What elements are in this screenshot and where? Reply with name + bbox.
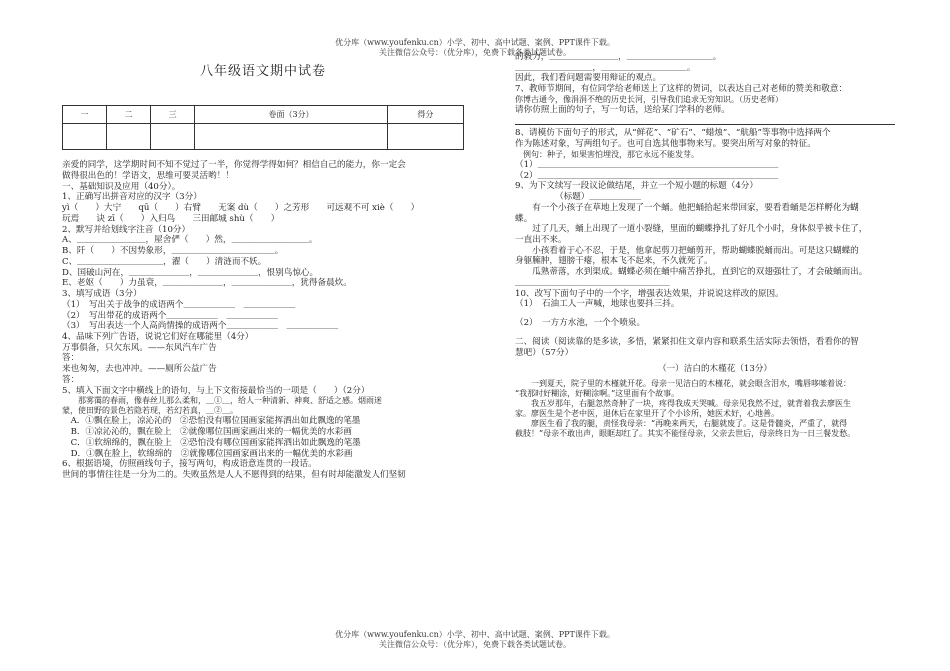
passage-line: 过了几天，蛹上出现了一道小裂缝，里面的蝴蝶挣扎了好几个小时，身体似乎被卡住了，	[515, 224, 868, 235]
passage-line: “我那时好糊涂，好糊涂啊。”这里面有个故事。	[515, 389, 680, 399]
question-line: 玩焉 诀 zī（ ）入归鸟 三田邮城 shù（ ）	[62, 213, 280, 224]
passage-line: 蒙，使田野的景色若隐若现，若幻若真，＿②＿。	[62, 406, 238, 416]
question-line: 来也匆匆，去也冲冲。——厕所公益广告	[62, 364, 217, 375]
answer-label: 答：	[62, 353, 80, 364]
intro-line: 亲爱的同学，这学期时间不知不觉过了一半，你觉得学得如何？相信自己的能力，你一定会	[62, 160, 406, 171]
question-line: 1、正确写出拼音对应的汉字（3分）	[62, 192, 202, 203]
question-line: （1） 写出关于战争的成语两个＿＿＿＿＿＿ ＿＿＿＿＿＿	[62, 299, 296, 310]
question-line: （2） 写出带花的成语两个＿＿＿＿＿＿ ＿＿＿＿＿＿	[62, 310, 279, 321]
score-header-2: 二	[107, 106, 151, 124]
score-cell[interactable]	[151, 124, 195, 150]
question-line: 3、填写成语（3分）	[62, 289, 142, 300]
score-cell[interactable]	[387, 124, 463, 150]
score-cell[interactable]	[63, 124, 107, 150]
passage-title: （一）洁白的木槿花（13分）	[657, 364, 773, 375]
question-line: yì（ ）大宁 qū（ ）右臂 无案 dù（ ）之芳形 可远观不可 xiè（ ）	[62, 203, 420, 214]
question-line: 世间的事情往往是一分为二的。失败虽然是人人不愿得到的结果，但有时却能激发人们坚韧	[62, 470, 406, 481]
section-heading: 二、阅读（阅读靠的是多读，多悟，紧紧扣住文章内容和联系生活实际去领悟，看看你的智	[515, 336, 859, 347]
answer-line: （2）＿＿＿＿＿＿＿＿＿＿＿＿＿＿＿＿＿＿＿＿＿＿＿＿＿＿＿＿	[515, 170, 779, 181]
score-cell[interactable]	[107, 124, 151, 150]
answer-line: 的毅力，＿＿＿＿＿＿＿＿，＿＿＿＿＿＿＿＿＿＿。	[515, 52, 722, 62]
header-line-2: 关注微信公众号：（优分库），免费下载各类试题试卷。	[379, 48, 571, 57]
header-line-1: 优分库（www.youfenku.cn）小学、初中、高中试题、案例、PPT课件下载。	[335, 38, 615, 47]
question-line: 4、品味下列广告语，说说它们好在哪能里（4分）	[62, 332, 254, 342]
score-header-4: 卷面（3分）	[195, 106, 388, 124]
page-footer	[0, 630, 950, 650]
section-heading: 一、基础知识及应用（40分）。	[62, 181, 181, 192]
passage-line: 截肢！”母亲不敢出声，眼眶却红了。其实不能怪母亲，父亲去世后，母亲终日为一日三餐发愁。	[515, 429, 856, 439]
footer-line-1: 优分库（www.youfenku.cn）小学、初中、高中试题、案例、PPT课件下载。	[335, 630, 615, 639]
exam-title: 八年级语文期中试卷	[199, 64, 326, 79]
score-table	[62, 105, 464, 150]
option-line: A．①飘在脸上，凉沁沁的 ②恐怕没有哪位国画家能挥洒出如此飘逸的笔墨	[62, 416, 361, 427]
question-line: D、国破山河在，＿＿＿＿＿＿＿，＿＿＿＿＿＿＿，恨别鸟惊心。	[62, 267, 319, 278]
right-column	[515, 52, 915, 439]
answer-blank[interactable]	[515, 116, 915, 129]
passage-line: 一直出不来。	[515, 235, 567, 246]
passage-line: 一到夏天，院子里的木槿就开花。母亲一见洁白的木槿花，就会眼含泪水，嘴唇哆嗦着说：	[515, 379, 851, 389]
question-line: B、阡（ ）不因势象形，＿＿＿＿＿＿＿＿＿＿＿＿。	[62, 246, 284, 257]
question-line: 作为陈述对象，写两组句子。也可自选其他事物来写。要突出所写对象的特征。	[515, 139, 816, 150]
question-line: 10、改写下面句子中的一个字，增强表达效果，并说说这样改的原因。	[515, 288, 784, 299]
answer-line: ＿＿＿＿＿＿＿＿＿，＿＿＿＿＿＿＿＿＿＿。	[515, 62, 696, 73]
question-line: 请你仿照上面的句子，写一句话，送给某门学科的老师。	[515, 104, 730, 115]
question-line: A、＿＿＿＿＿＿＿＿，屋舍俨（ ）然，＿＿＿＿＿＿＿＿＿。	[62, 235, 318, 246]
question-line: （2） 一方方水池，一个个喷泉。	[515, 318, 646, 329]
question-line: 你博古通今，像涓涓不绝的历史长河，引导我们追求无穷知识。（历史老师）	[515, 94, 783, 104]
passage-line: 家。廖医生是个老中医，退休后在家里开了个小诊所，她医术好，心地善。	[515, 409, 779, 419]
question-line: 2、默写并给划线字注音（10分）	[62, 224, 191, 235]
question-line: 9、为下文续写一段议论做结尾，并立一个短小题的标题（4分）	[515, 181, 758, 192]
passage-line: 小孩看着于心不忍，于是，他拿起剪刀把蛹剪开，帮助蝴蝶脱蛹而出。可是这只蝴蝶的	[515, 245, 859, 256]
footer-line-2: 关注微信公众号：（优分库），免费下载各类试题试卷。	[379, 640, 571, 649]
answer-line: （1）＿＿＿＿＿＿＿＿＿＿＿＿＿＿＿＿＿＿＿＿＿＿＿＿＿＿＿＿	[515, 159, 779, 170]
passage-line: 身躯臃肿，翅膀干瘪，根本飞不起来，不久就死了。	[515, 256, 713, 267]
passage-line: 廖医生看了我的腿，责怪我母亲：“再晚来两天，右腿就废了。这是骨髓炎，严重了，就得	[515, 419, 848, 429]
left-column	[62, 52, 464, 481]
question-line: 万事俱备，只欠东风。——东风汽车广告	[62, 342, 217, 353]
question-line: 因此，我们看问题需要用辩证的观点。	[515, 73, 662, 84]
question-line: 8、请模仿下面句子的形式，从“鲜花”、“矿石”、“蜡烛”、“航船”等事物中选择两个	[515, 128, 831, 139]
option-line: C．①软绵绵的，飘在脸上 ②恐怕没有哪位国画家能挥洒出如此飘逸的笔墨	[62, 437, 361, 448]
passage-line: 瓜熟蒂落，水到渠成。蝴蝶必须在蛹中痛苦挣扎，直到它的双翅强壮了，才会破蛹而出。	[515, 267, 868, 278]
question-line: 6、根据语境，仿照画线句子，接写两句，构成语意连贯的一段话。	[62, 459, 317, 470]
passage-line: 蝶。	[515, 213, 533, 224]
section-heading: 慧吧）（57分）	[515, 347, 574, 358]
score-cell[interactable]	[195, 124, 388, 150]
option-line: D．①飘在脸上，软绵绵的 ②就像哪位国画家画出来的一幅优美的水彩画	[62, 448, 353, 459]
score-header-3: 三	[151, 106, 195, 124]
question-line: （3） 写出表达一个人高尚情操的成语两个＿＿＿＿＿＿ ＿＿＿＿＿＿	[62, 321, 339, 332]
title-blank: （标题）＿＿＿＿＿＿	[555, 192, 641, 203]
example-line: 例句：种子，如果害怕埋没，那它永远不能发芽。	[515, 149, 699, 159]
answer-line: ＿＿＿＿＿＿＿＿＿＿＿＿＿＿＿＿＿＿	[515, 277, 670, 288]
question-line: 7、教师节期间，有位同学给老师送上了这样的贺词，以表达自己对老师的赞美和敬意：	[515, 84, 848, 95]
passage-line: 我五岁那年，右腿忽然奇肿了一块，疼得我成天哭喊。母亲见我然不过，就背着我去廖医生	[515, 399, 851, 409]
passage-line: 那雾霭的春雨，像春丝儿那么柔和，＿①＿，给人一种清新、神爽、舒适之感。烟雨迷	[62, 396, 382, 406]
option-line: B．①凉沁沁的，飘在脸上 ②就像哪位国画家画出来的一幅优美的水彩画	[62, 427, 352, 438]
question-line: （1） 石油工人一声喊，地球也要抖三抖。	[515, 299, 680, 310]
question-line: E、老妪（ ）力虽衰，＿＿＿＿＿＿＿，＿＿＿＿＿＿＿，犹得备晨炊。	[62, 278, 352, 289]
question-line: 5、填入下面文字中横线上的语句，与上下文衔接最恰当的一项是（ ）（2分）	[62, 385, 370, 396]
intro-line: 做得很出色的！学语文，思维可要灵活哟！！	[62, 170, 234, 181]
question-line: C、＿＿＿＿＿＿＿＿＿＿，濯（ ）清涟而不妖。	[62, 256, 267, 267]
answer-label: 答：	[62, 374, 80, 385]
score-header-5: 得分	[387, 106, 463, 124]
passage-line: 有一个小孩子在草地上发现了一个蛹。他把蛹拾起来带回家，要看看蛹是怎样孵化为蝴	[515, 202, 859, 213]
score-header-1: 一	[63, 106, 107, 124]
